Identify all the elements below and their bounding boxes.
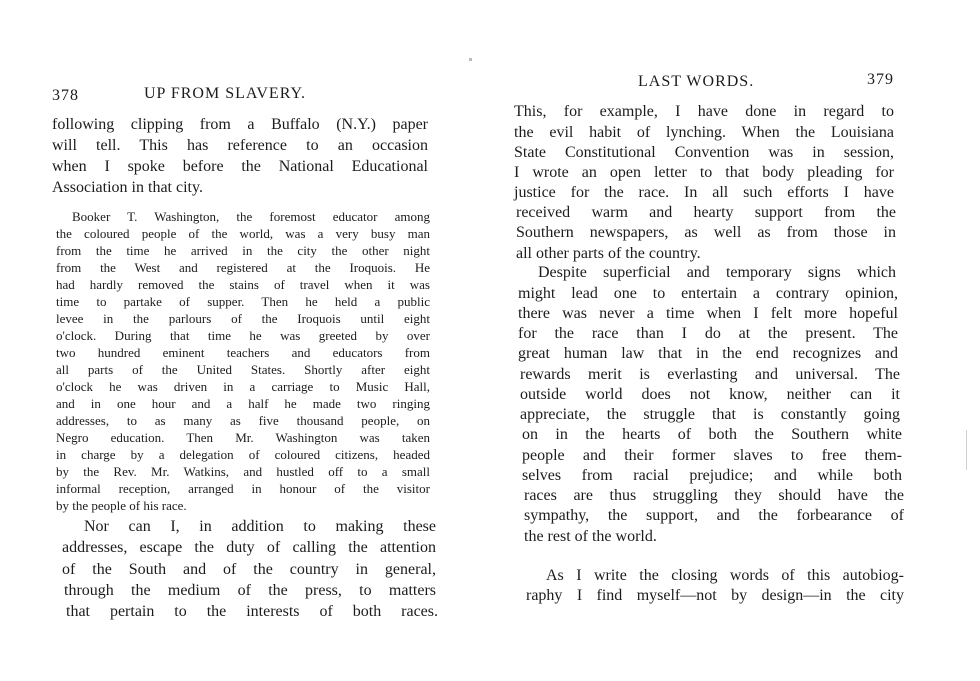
quote-line: the coloured people of the world, was a very busy man [56,226,430,241]
text-line: sympathy, the support, and the forbearance of [524,507,904,524]
quote-line: two hundred eminent teachers and educators from [56,345,430,360]
quote-line: informal reception, arranged in honour of the visitor [56,481,430,496]
quote-line: all parts of the United States. Shortly after eight [56,362,430,377]
text-line: of the South and of the country in general, [62,561,436,578]
edge-mark [966,430,967,470]
quote-line: by the Rev. Mr. Watkins, and hustled off to a small [56,464,430,479]
quote-line: Booker T. Washington, the foremost educator among [72,209,430,224]
text-line: Despite superficial and temporary signs which [538,264,896,281]
running-head-left: UP FROM SLAVERY. [144,85,306,102]
text-line: I wrote an open letter to that body pleading for [514,164,894,181]
text-line: people and their former slaves to free them- [522,447,902,464]
text-line: outside world does not know, neither can it [520,386,900,403]
text-line: justice for the race. In all such efforts I have [514,184,894,201]
text-line: the rest of the world. [524,528,657,545]
text-line: selves from racial prejudice; and while both [522,467,902,484]
text-line: the evil habit of lynching. When the Louisiana [514,124,894,141]
text-line: that pertain to the interests of both races. [66,603,438,620]
text-line: Nor can I, in addition to making these [84,518,436,535]
quote-line: had hardly removed the stains of travel when it was [56,277,430,292]
text-line: As I write the closing words of this autobiog- [546,567,904,584]
text-line: Southern newspapers, as well as from those in [516,224,896,241]
quote-line: addresses, to as many as five thousand people, on [56,413,430,428]
quote-line: in charge by a delegation of coloured citizens, headed [56,447,430,462]
quote-line: and in one hour and a half he made two ringing [56,396,430,411]
text-line: there was never a time when I felt more hopeful [518,305,898,322]
quote-line: time to partake of supper. Then he held a public [56,294,430,309]
text-line: addresses, escape the duty of calling the attention [62,539,436,556]
text-line: great human law that in the end recognizes and [518,345,898,362]
text-line: when I spoke before the National Educational [52,158,428,175]
quote-line: levee in the parlours of the Iroquois until eight [56,311,430,326]
quote-line: o'clock. During that time he was greeted by over [56,328,430,343]
quote-line: from the West and registered at the Iroquois. He [56,260,430,275]
page-number-left: 378 [52,87,79,104]
speck-mark [469,58,472,61]
text-line: State Constitutional Convention was in session, [514,144,894,161]
text-line: will tell. This has reference to an occasion [52,137,428,154]
text-line: received warm and hearty support from the [516,204,896,221]
text-line: Association in that city. [52,179,203,196]
text-line: following clipping from a Buffalo (N.Y.) paper [52,116,428,133]
text-line: raphy I find myself—not by design—in the city [526,587,904,604]
text-line: appreciate, the struggle that is constantly going [520,406,900,423]
text-line: races are thus struggling they should have the [524,487,904,504]
quote-line: Negro education. Then Mr. Washington was taken [56,430,430,445]
quote-line: from the time he arrived in the city the other night [56,243,430,258]
text-line: all other parts of the country. [516,245,701,262]
quote-line: o'clock he was driven in a carriage to Music Hall, [56,379,430,394]
text-line: through the medium of the press, to matters [64,582,436,599]
page-number-right: 379 [867,71,894,88]
text-line: rewards merit is everlasting and universal. The [520,366,900,383]
text-line: on in the hearts of both the Southern white [522,426,902,443]
text-line: for the race than I do at the present. The [518,325,898,342]
running-head-right: LAST WORDS. [638,73,755,90]
quote-line: by the people of his race. [56,498,187,513]
text-line: might lead one to entertain a contrary opinion, [518,285,898,302]
text-line: This, for example, I have done in regard to [514,103,894,120]
